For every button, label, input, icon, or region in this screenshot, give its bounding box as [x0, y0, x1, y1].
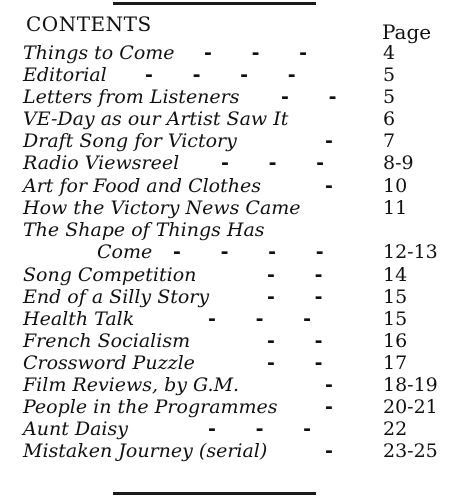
- toc-entry[interactable]: [23, 42, 443, 64]
- leader-dots: - -: [267, 264, 323, 286]
- leader-dots: -: [325, 175, 333, 197]
- entry-title: Editorial: [23, 64, 107, 86]
- toc-entry[interactable]: [23, 86, 443, 108]
- toc-entry[interactable]: [23, 352, 443, 374]
- entry-page: 18-19: [383, 374, 438, 396]
- leader-dots: -: [325, 374, 333, 396]
- toc-entry[interactable]: [23, 152, 443, 174]
- entry-page: 15: [383, 286, 408, 308]
- entry-title: Health Talk: [23, 308, 135, 330]
- leader-dots: - - -: [208, 308, 312, 330]
- entry-title: Radio Viewsreel: [23, 152, 180, 174]
- toc-entry[interactable]: [23, 308, 443, 330]
- entry-page: 8-9: [383, 152, 414, 174]
- top-rule: [113, 2, 316, 5]
- entry-title: Aunt Daisy: [23, 418, 128, 440]
- entry-title: How the Victory News Came: [23, 197, 301, 219]
- toc-entry[interactable]: [23, 197, 443, 219]
- leader-dots: - -: [267, 352, 323, 374]
- toc-entry[interactable]: [23, 264, 443, 286]
- bottom-rule: [113, 492, 316, 495]
- toc-entry[interactable]: [23, 175, 443, 197]
- entry-page: 14: [383, 264, 408, 286]
- toc-entry[interactable]: [23, 418, 443, 440]
- leader-dots: - -: [267, 286, 323, 308]
- leader-dots: - - - -: [173, 241, 324, 263]
- leader-dots: -: [325, 396, 333, 418]
- leader-dots: -: [325, 130, 333, 152]
- entry-title: Film Reviews, by G.M.: [23, 374, 240, 396]
- toc-entry[interactable]: [23, 440, 443, 462]
- entry-title: French Socialism: [23, 330, 191, 352]
- toc-entry[interactable]: [23, 241, 443, 263]
- entry-page: 5: [383, 64, 396, 86]
- toc-entry[interactable]: [23, 219, 443, 241]
- toc-entry[interactable]: [23, 286, 443, 308]
- contents-heading: CONTENTS: [26, 12, 152, 36]
- toc-entry[interactable]: [23, 108, 443, 130]
- entry-page: 15: [383, 308, 408, 330]
- toc-entry[interactable]: [23, 396, 443, 418]
- entry-title: End of a Silly Story: [23, 286, 210, 308]
- leader-dots: - - -: [208, 418, 312, 440]
- entry-title: Draft Song for Victory: [23, 130, 237, 152]
- leader-dots: - - -: [221, 152, 325, 174]
- toc-entry[interactable]: [23, 130, 443, 152]
- leader-dots: - - - -: [145, 64, 296, 86]
- toc-entry[interactable]: [23, 64, 443, 86]
- entry-title: Crossword Puzzle: [23, 352, 195, 374]
- entry-page: 17: [383, 352, 408, 374]
- leader-dots: -: [325, 440, 333, 462]
- toc-entry[interactable]: [23, 330, 443, 352]
- entry-title: Come: [97, 241, 153, 263]
- entry-title: Things to Come: [23, 42, 175, 64]
- entry-page: 5: [383, 86, 396, 108]
- entry-page: 22: [383, 418, 408, 440]
- entry-title: VE-Day as our Artist Saw It: [23, 108, 289, 130]
- leader-dots: - - -: [204, 42, 308, 64]
- leader-dots: - -: [281, 86, 337, 108]
- leader-dots: - -: [267, 330, 323, 352]
- entry-page: 16: [383, 330, 408, 352]
- entry-page: 7: [383, 130, 396, 152]
- entry-page: 12-13: [383, 241, 438, 263]
- entry-title: Song Competition: [23, 264, 197, 286]
- entry-page: 23-25: [383, 440, 438, 462]
- entry-page: 4: [383, 42, 396, 64]
- entry-page: 10: [383, 175, 408, 197]
- page-column-label: Page: [382, 20, 432, 44]
- entry-title: Letters from Listeners: [23, 86, 240, 108]
- entry-page: 6: [383, 108, 396, 130]
- toc-entry[interactable]: [23, 374, 443, 396]
- entry-title: Mistaken Journey (serial): [23, 440, 268, 462]
- entry-title: People in the Programmes: [23, 396, 278, 418]
- entry-title: Art for Food and Clothes: [23, 175, 261, 197]
- entry-title: The Shape of Things Has: [23, 219, 265, 241]
- entry-page: 11: [383, 197, 408, 219]
- entry-page: 20-21: [383, 396, 438, 418]
